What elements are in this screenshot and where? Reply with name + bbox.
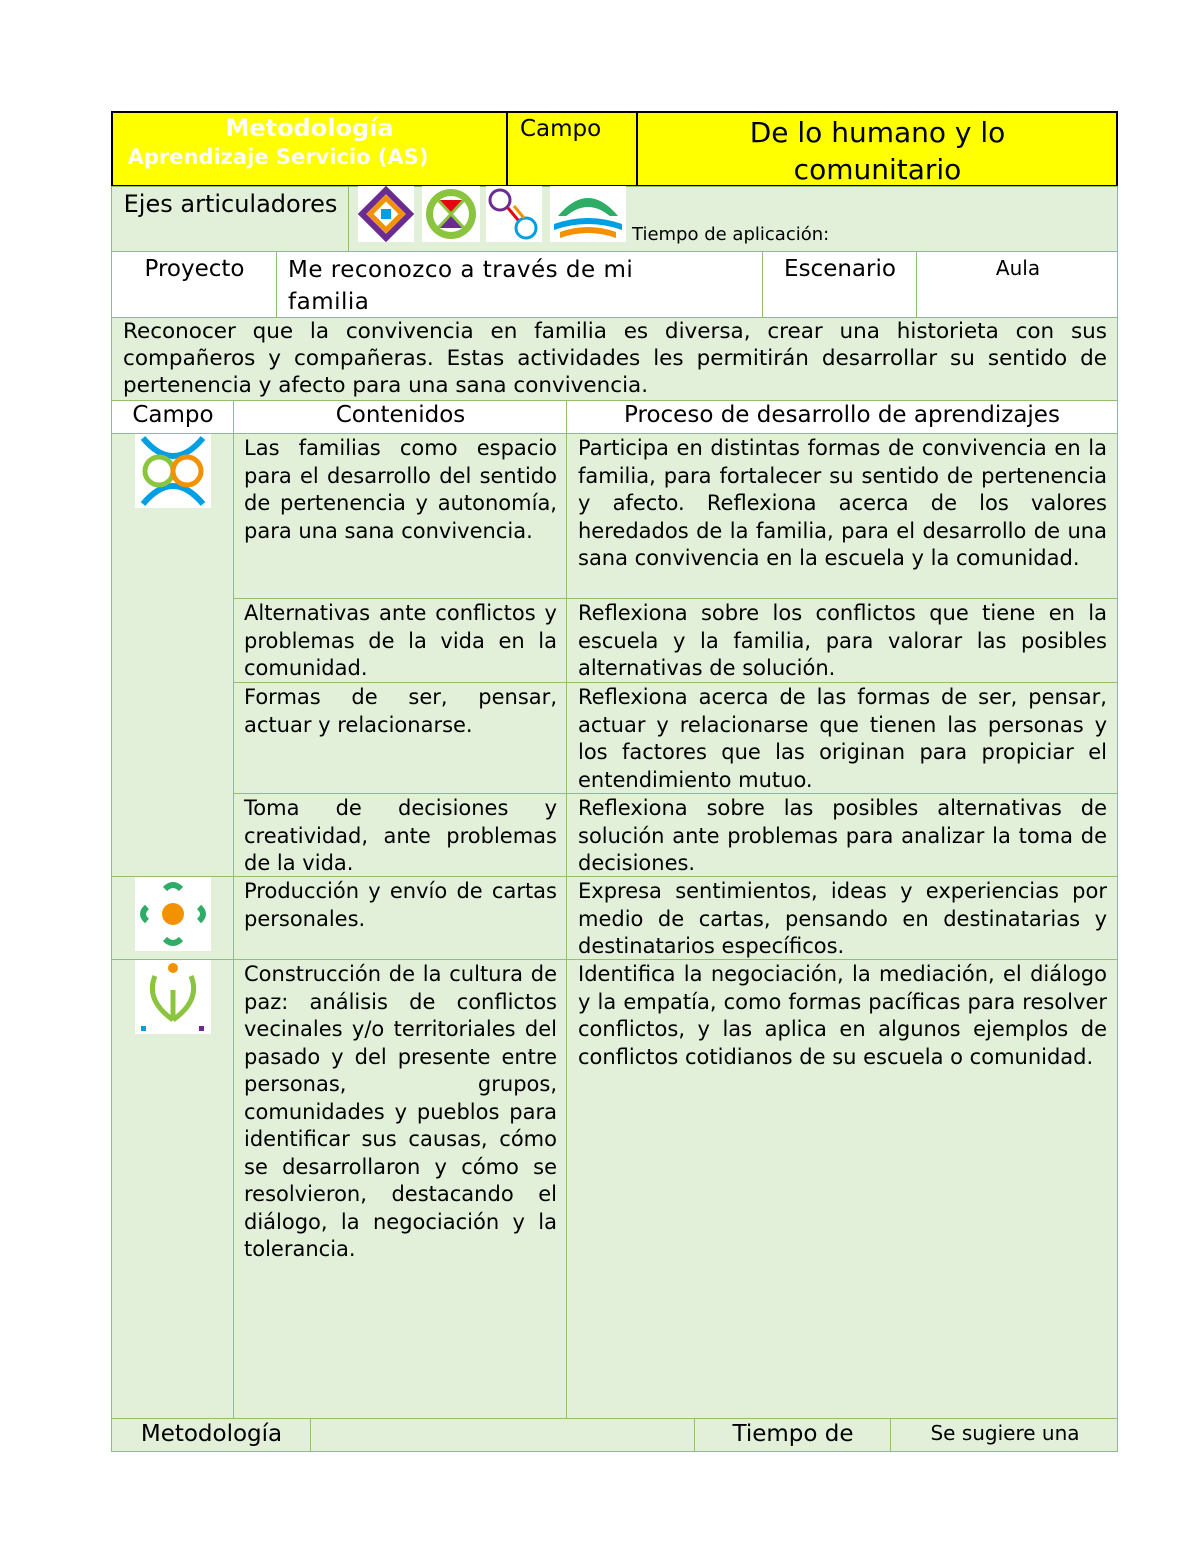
campo-header-value: De lo humano y lo comunitario [749,116,1006,186]
table-row-contenido: Alternativas ante conflictos y problemas de la vida en la comunidad. [244,601,557,680]
tiempo-aplicacion-label: Tiempo de aplicación: [632,224,830,245]
footer-tiempo-value: Se sugiere una [930,1421,1080,1445]
igualdad-genero-icon [486,186,542,242]
table-row-contenido: Formas de ser, pensar, actuar y relacionarse. [244,685,557,737]
description-text: Reconocer que la convivencia en familia es diversa, crear una historieta con sus compañeros y compañeras. Estas actividades les permitirán desarrollar su sentido de pertenencia y afecto para una sana convivencia. [123,319,1107,398]
footer-tiempo-label: Tiempo de [732,1421,854,1447]
table-row-proceso: Reflexiona acerca de las formas de ser, pensar, actuar y relacionarse que tienen las personas y los factores que las originan para propiciar el entendimiento mutuo. [578,685,1107,792]
table-row-proceso: Expresa sentimientos, ideas y experiencias por medio de cartas, pensando en destinatarias y destinatarios específicos. [578,879,1107,958]
escenario-label: Escenario [784,256,896,282]
table-row-contenido: Las familias como espacio para el desarrollo del sentido de pertenencia y autonomía, para una sana convivencia. [244,436,557,543]
table-row-proceso: Reflexiona sobre las posibles alternativas de solución ante problemas para analizar la toma de decisiones. [578,796,1107,875]
table-row-contenido: Toma de decisiones y creatividad, ante problemas de la vida. [244,796,557,875]
table-row-contenido: Producción y envío de cartas personales. [244,879,557,931]
metodologia-value: Aprendizaje Servicio (AS) [127,145,429,169]
col-header-campo: Campo [132,402,214,428]
ejes-label: Ejes articuladores [123,190,338,218]
vida-saludable-icon [135,960,211,1034]
escenario-value: Aula [995,256,1041,280]
interculturalidad-icon [422,186,480,242]
table-row-proceso: Identifica la negociación, la mediación, el diálogo y la empatía, como formas pacíficas para resolver conflictos, y las aplica en algunos ejemplos de conflictos cotidianos de su escuela o comunidad. [578,962,1107,1069]
col-header-contenidos: Contenidos [335,402,466,428]
campo-header-label: Campo [520,116,602,142]
table-row-proceso: Reflexiona sobre los conflictos que tiene en la escuela y la familia, para valorar las posibles alternativas de solución. [578,601,1107,680]
inclusion-icon [358,186,414,242]
de-lo-humano-icon [135,434,211,508]
col-header-proceso: Proceso de desarrollo de aprendizajes [624,402,1060,428]
table-row-proceso: Participa en distintas formas de convivencia en la familia, para fortalecer su sentido de pertenencia y afecto. Reflexiona acerca de los valores heredados de la familia, para el desarrollo de una sana convivencia en la escuela y la comunidad. [578,436,1107,570]
etica-naturaleza-icon [135,877,211,951]
footer-metodologia-label: Metodología [140,1421,283,1447]
lectura-icon [550,186,626,242]
table-row-contenido: Construcción de la cultura de paz: análisis de conflictos vecinales y/o territoriales del pasado y del presente entre personas, grupos, comunidades y pueblos para identificar sus causas, cómo se desarrollaron y cómo se resolvieron, destacando el diálogo, la negociación y la tolerancia. [244,962,557,1261]
proyecto-value: Me reconozco a través de mi familia [288,257,634,315]
metodologia-label: Metodología [225,114,394,142]
proyecto-label: Proyecto [144,256,245,282]
